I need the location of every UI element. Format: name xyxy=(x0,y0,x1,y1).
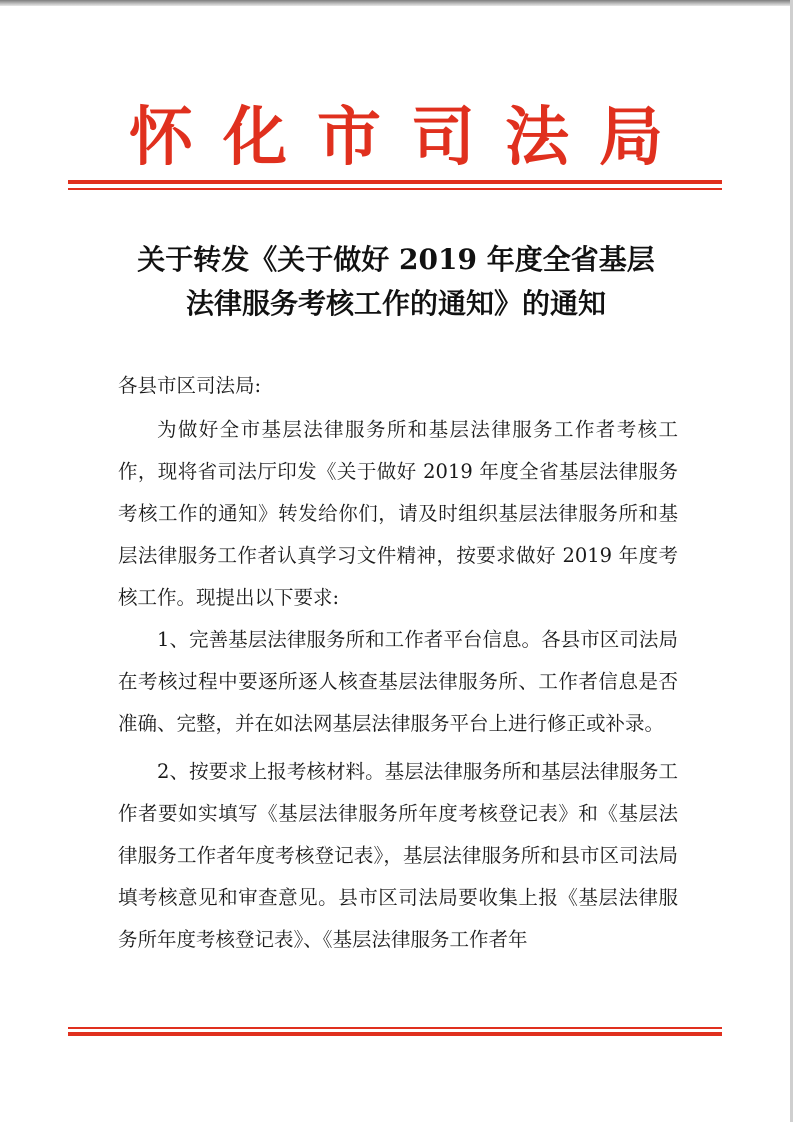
masthead-red-rule-thin xyxy=(68,188,722,190)
paragraph-requirement-2: 2、按要求上报考核材料。基层法律服务所和基层法律服务工作者要如实填写《基层法律服务所年度考核登记表》和《基层法律服务工作者年度考核登记表》，基层法律服务所和县市区司法局填考核意见和审查意见。县市区司法局要收集上报《基层法律服务所年度考核登记表》、《基层法律服务工作者年 xyxy=(118,760,678,951)
document-title xyxy=(70,238,722,326)
document-body xyxy=(118,365,678,961)
paragraph-requirement-1: 1、完善基层法律服务所和工作者平台信息。各县市区司法局在考核过程中要逐所逐人核查基层法律服务所、工作者信息是否准确、完整，并在如法网基层法律服务平台上进行修正或补录。 xyxy=(118,628,678,735)
footer-red-rule-thin xyxy=(68,1027,722,1029)
paragraph-intro: 为做好全市基层法律服务所和基层法律服务工作者考核工作，现将省司法厅印发《关于做好 2019 年度全省基层法律服务考核工作的通知》转发给你们，请及时组织基层法律服务所和基层法律服务工作者认真学习文件精神，按要求做好 2019 年度考核工作。现提出以下要求: xyxy=(118,418,678,609)
scan-edge-top xyxy=(0,0,793,6)
salutation: 各县市区司法局: xyxy=(118,374,262,397)
document-title-line-2: 法律服务考核工作的通知》的通知 xyxy=(185,287,606,320)
masthead-red-rule-thick xyxy=(68,180,722,184)
footer-red-rule-thick xyxy=(68,1032,722,1036)
document-title-line-1: 关于转发《关于做好 2019 年度全省基层 xyxy=(137,243,655,276)
document-masthead: 怀化市司法局 xyxy=(129,100,693,175)
